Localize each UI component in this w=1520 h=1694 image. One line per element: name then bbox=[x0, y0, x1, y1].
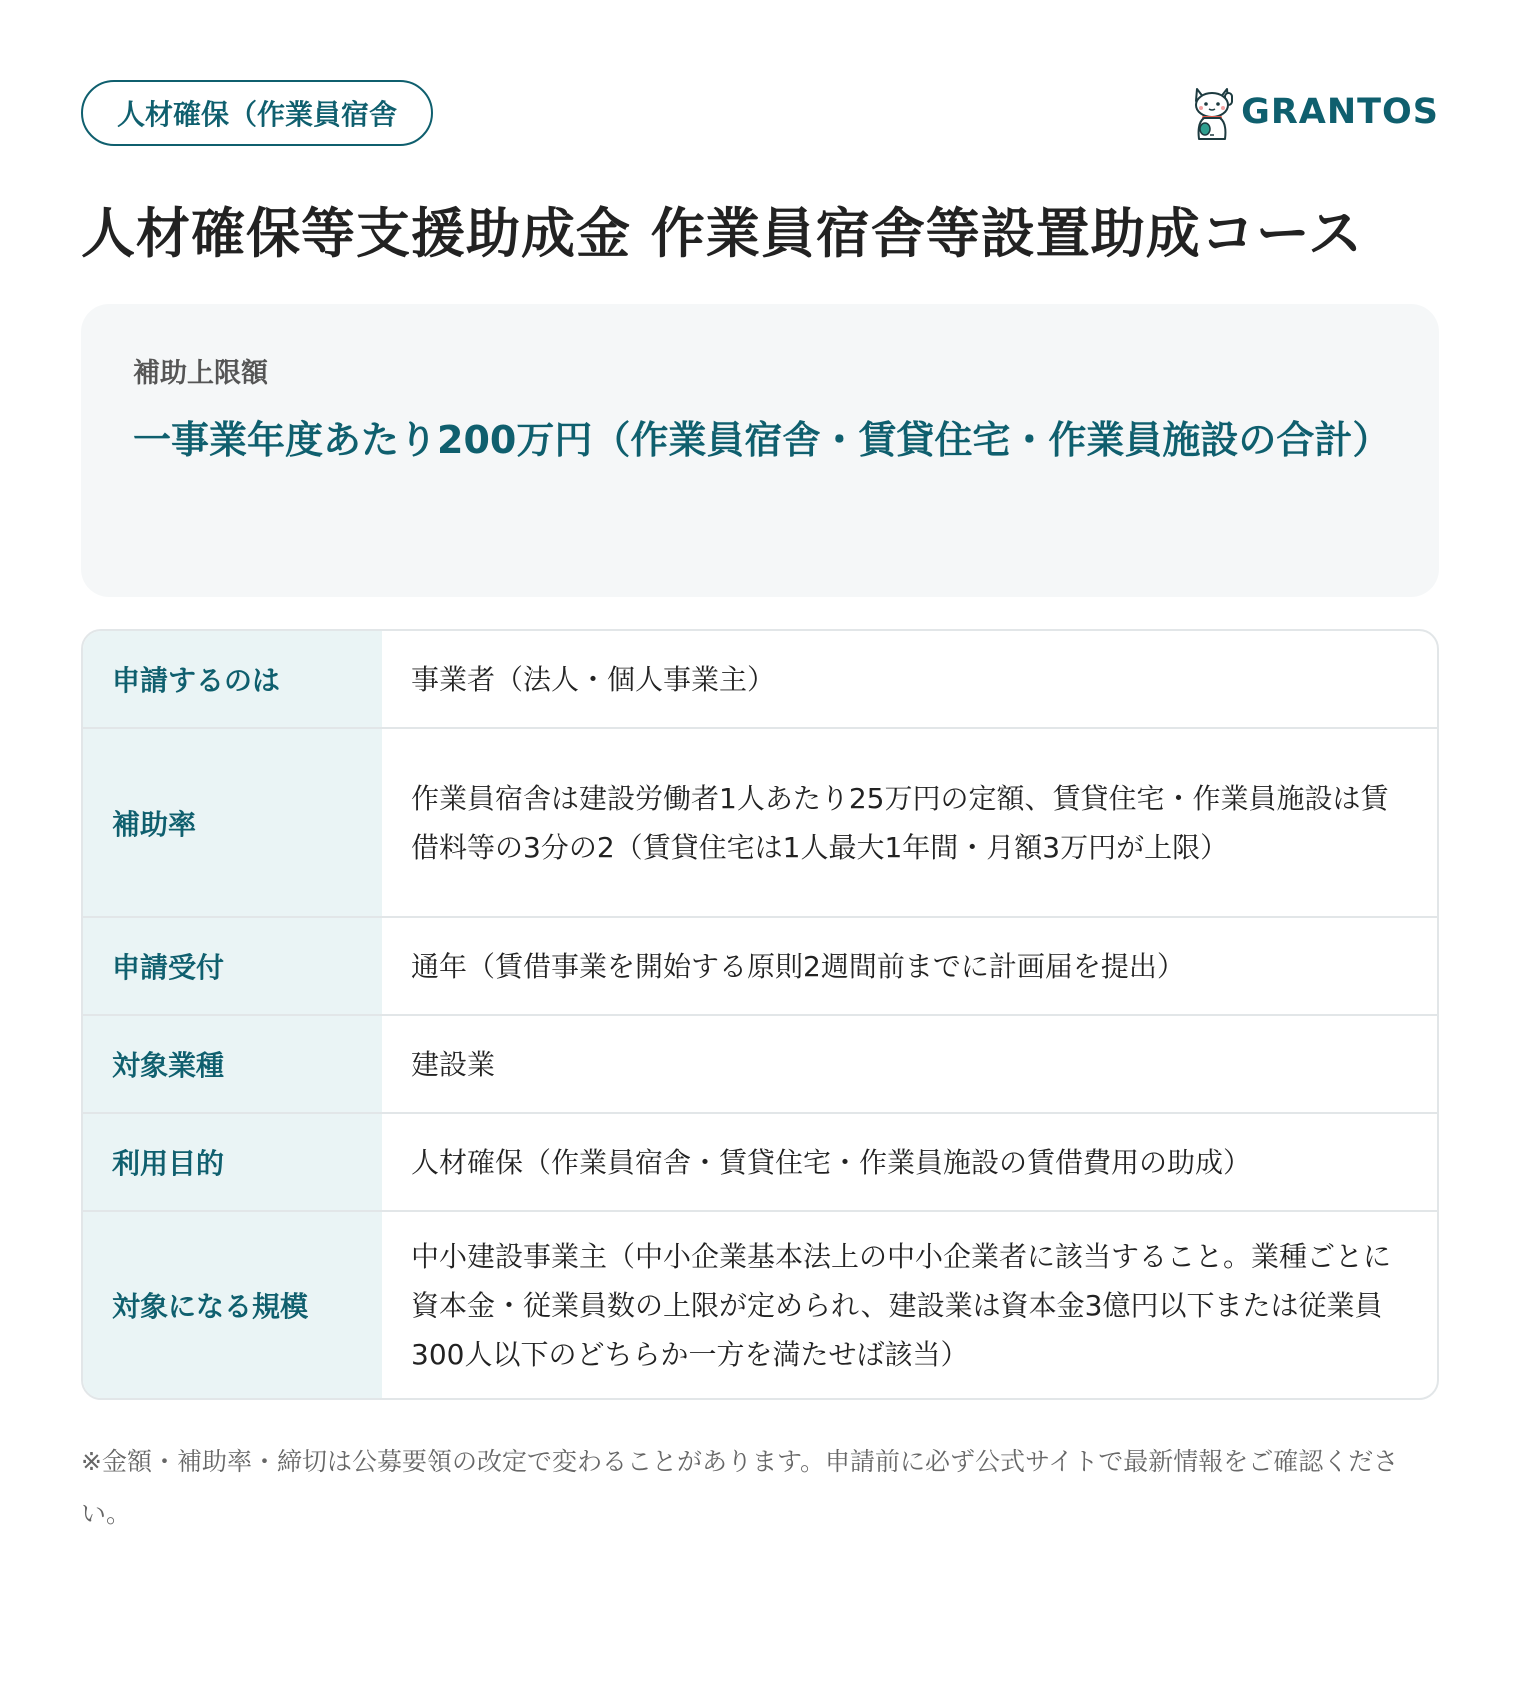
table-row-value: 建設業 bbox=[411, 1047, 496, 1081]
page bbox=[81, 80, 1439, 1540]
maneki-neko-cat-icon bbox=[1189, 83, 1235, 141]
table-row-label: 申請受付 bbox=[83, 918, 382, 1014]
table-row bbox=[83, 631, 1437, 727]
table-row-value: 人材確保（作業員宿舎・賃貸住宅・作業員施設の賃借費用の助成） bbox=[411, 1145, 1252, 1179]
table-row bbox=[83, 1014, 1437, 1112]
amount-label: 補助上限額 bbox=[133, 358, 268, 389]
table-row-label: 利用目的 bbox=[83, 1114, 382, 1210]
amount-value: 一事業年度あたり200万円（作業員宿舎・賃貸住宅・作業員施設の合計） bbox=[133, 418, 1391, 462]
info-table bbox=[81, 629, 1439, 1400]
category-tag[interactable]: 人材確保（作業員宿舎 bbox=[81, 80, 433, 146]
table-row-label: 申請するのは bbox=[83, 631, 382, 727]
page-title: 人材確保等支援助成金 作業員宿舎等設置助成コース bbox=[81, 202, 1364, 265]
table-row bbox=[83, 727, 1437, 916]
table-row bbox=[83, 1112, 1437, 1210]
table-row-label: 対象になる規模 bbox=[83, 1212, 382, 1398]
amount-box bbox=[81, 304, 1439, 597]
logo-text: GRANTOS bbox=[1241, 92, 1439, 132]
table-row-value: 通年（賃借事業を開始する原則2週間前までに計画届を提出） bbox=[411, 949, 1185, 983]
table-row bbox=[83, 1210, 1437, 1398]
table-row-value: 中小建設事業主（中小企業基本法上の中小企業者に該当すること。業種ごとに資本金・従業員数の上限が定められ、建設業は資本金3億円以下または従業員300人以下のどちらか一方を満たせば該当） bbox=[411, 1239, 1392, 1371]
table-row bbox=[83, 916, 1437, 1014]
table-row-label: 対象業種 bbox=[83, 1016, 382, 1112]
table-row-label: 補助率 bbox=[83, 729, 382, 916]
table-row-value: 作業員宿舎は建設労働者1人あたり25万円の定額、賃貸住宅・作業員施設は賃借料等の3分の2（賃貸住宅は1人最大1年間・月額3万円が上限） bbox=[411, 781, 1389, 864]
disclaimer-note: ※金額・補助率・締切は公募要領の改定で変わることがあります。申請前に必ず公式サイトで最新情報をご確認ください。 bbox=[81, 1447, 1399, 1528]
header bbox=[81, 80, 1439, 150]
logo[interactable] bbox=[1189, 82, 1439, 142]
table-row-value: 事業者（法人・個人事業主） bbox=[411, 662, 776, 696]
